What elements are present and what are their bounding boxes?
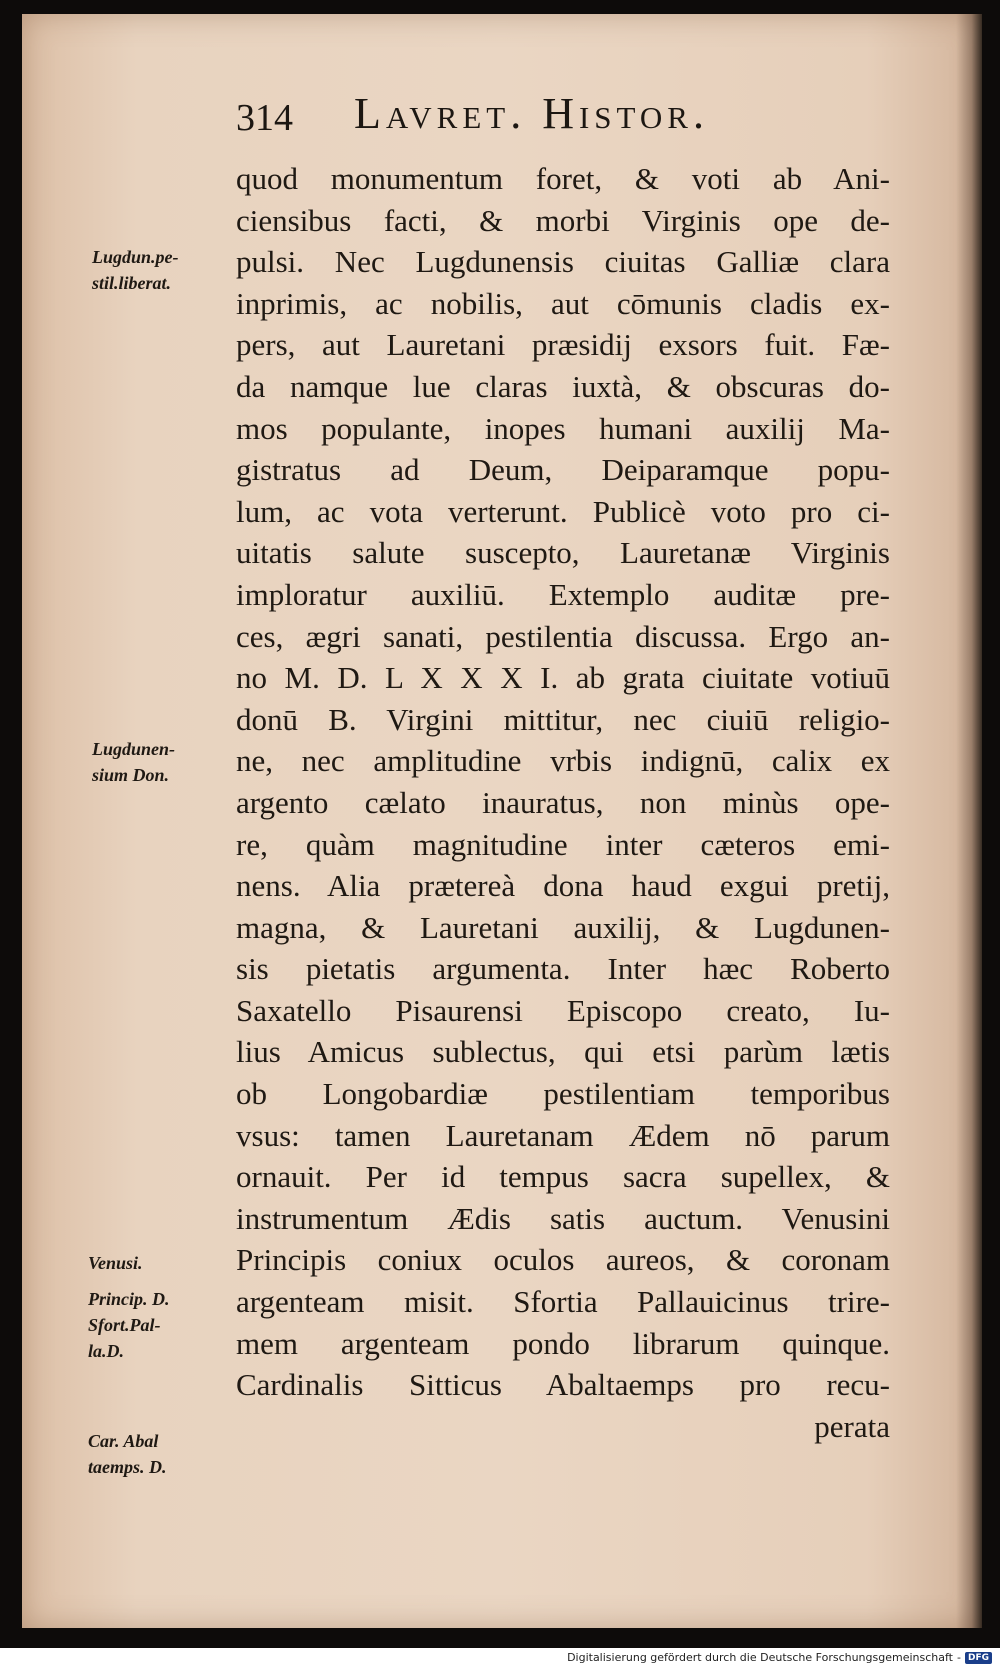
page-gutter-shadow — [956, 14, 982, 1628]
text-line: inprimis, ac nobilis, aut cōmunis cladis ex- — [236, 285, 890, 321]
text-line: Saxatello Pisaurensi Episcopo creato, Iu- — [236, 992, 890, 1028]
margin-note-1 — [92, 244, 179, 296]
digitization-credit: Digitalisierung gefördert durch die Deutsche Forschungsgemeinschaft - DFG — [567, 1651, 992, 1664]
text-line: mem argenteam pondo librarum quinque. — [236, 1325, 890, 1361]
text-line: sis pietatis argumenta. Inter hæc Roberto — [236, 951, 890, 987]
margin-note-line: Princip. D. — [88, 1289, 170, 1309]
text-line: Principis coniux oculos aureos, & coronam — [236, 1242, 890, 1278]
dfg-logo-icon: DFG — [965, 1652, 992, 1664]
margin-note-5 — [88, 1428, 167, 1480]
text-line: argenteam misit. Sfortia Pallauicinus trire- — [236, 1284, 890, 1320]
margin-note-line: sium Don. — [92, 765, 170, 785]
text-line: gistratus ad Deum, Deiparamque popu- — [236, 452, 890, 488]
text-line: ne, nec amplitudine vrbis indignū, calix ex — [236, 743, 890, 779]
margin-note-3 — [88, 1250, 143, 1276]
margin-note-line: Lugdunen- — [92, 739, 176, 759]
credit-text: Digitalisierung gefördert durch die Deutsche Forschungsgemeinschaft — [567, 1651, 953, 1664]
page-number: 314 — [236, 97, 293, 139]
text-line: nens. Alia prætereà dona haud exgui pretij, — [236, 868, 890, 904]
text-line: da namque lue claras iuxtà, & obscuras do- — [236, 368, 890, 404]
margin-note-line: la.D. — [88, 1341, 124, 1361]
margin-note-line: Venusi. — [88, 1253, 143, 1273]
text-line: donū B. Virgini mittitur, nec ciuiū religio- — [236, 701, 890, 737]
text-line: pulsi. Nec Lugdunensis ciuitas Galliæ clara — [236, 244, 890, 280]
catchword: perata — [814, 1408, 890, 1444]
page-header — [236, 88, 816, 144]
margin-note-line: Lugdun.pe- — [92, 247, 179, 267]
text-line: ciensibus facti, & morbi Virginis ope de- — [236, 202, 890, 238]
margin-note-line: Sfort.Pal- — [88, 1315, 161, 1335]
text-line: ornauit. Per id tempus sacra supellex, & — [236, 1159, 890, 1195]
text-line: Cardinalis Sitticus Abaltaemps pro recu- — [236, 1367, 890, 1403]
text-line: ob Longobardiæ pestilentiam temporibus — [236, 1076, 890, 1112]
text-line: magna, & Lauretani auxilij, & Lugdunen- — [236, 909, 890, 945]
margin-note-line: taemps. D. — [88, 1457, 167, 1477]
main-text-block — [236, 158, 890, 1447]
margin-note-2 — [92, 736, 175, 788]
margin-note-4 — [88, 1286, 170, 1364]
margin-note-line: Car. Abal — [88, 1431, 159, 1451]
text-line: vsus: tamen Lauretanam Ædem nō parum — [236, 1117, 890, 1153]
text-line: imploratur auxiliū. Extemplo auditæ pre- — [236, 576, 890, 612]
text-line: mos populante, inopes humani auxilij Ma- — [236, 410, 890, 446]
text-line: argento cælato inauratus, non minùs ope- — [236, 784, 890, 820]
text-line: ces, ægri sanati, pestilentia discussa. Ergo an- — [236, 618, 890, 654]
running-title: Lavret. Histor. — [354, 89, 709, 138]
text-line: instrumentum Ædis satis auctum. Venusini — [236, 1200, 890, 1236]
text-line: pers, aut Lauretani præsidij exsors fuit. Fæ- — [236, 327, 890, 363]
text-line: no M. D. L X X X I. ab grata ciuitate votiuū — [236, 660, 890, 696]
text-line: quod monumentum foret, & voti ab Ani- — [236, 161, 890, 196]
text-line: lum, ac vota verterunt. Publicè voto pro ci- — [236, 493, 890, 529]
text-line: re, quàm magnitudine inter cæteros emi- — [236, 826, 890, 862]
text-line: lius Amicus sublectus, qui etsi parùm lætis — [236, 1034, 890, 1070]
text-line: uitatis salute suscepto, Lauretanæ Virginis — [236, 535, 890, 571]
margin-note-line: stil.liberat. — [92, 273, 172, 293]
